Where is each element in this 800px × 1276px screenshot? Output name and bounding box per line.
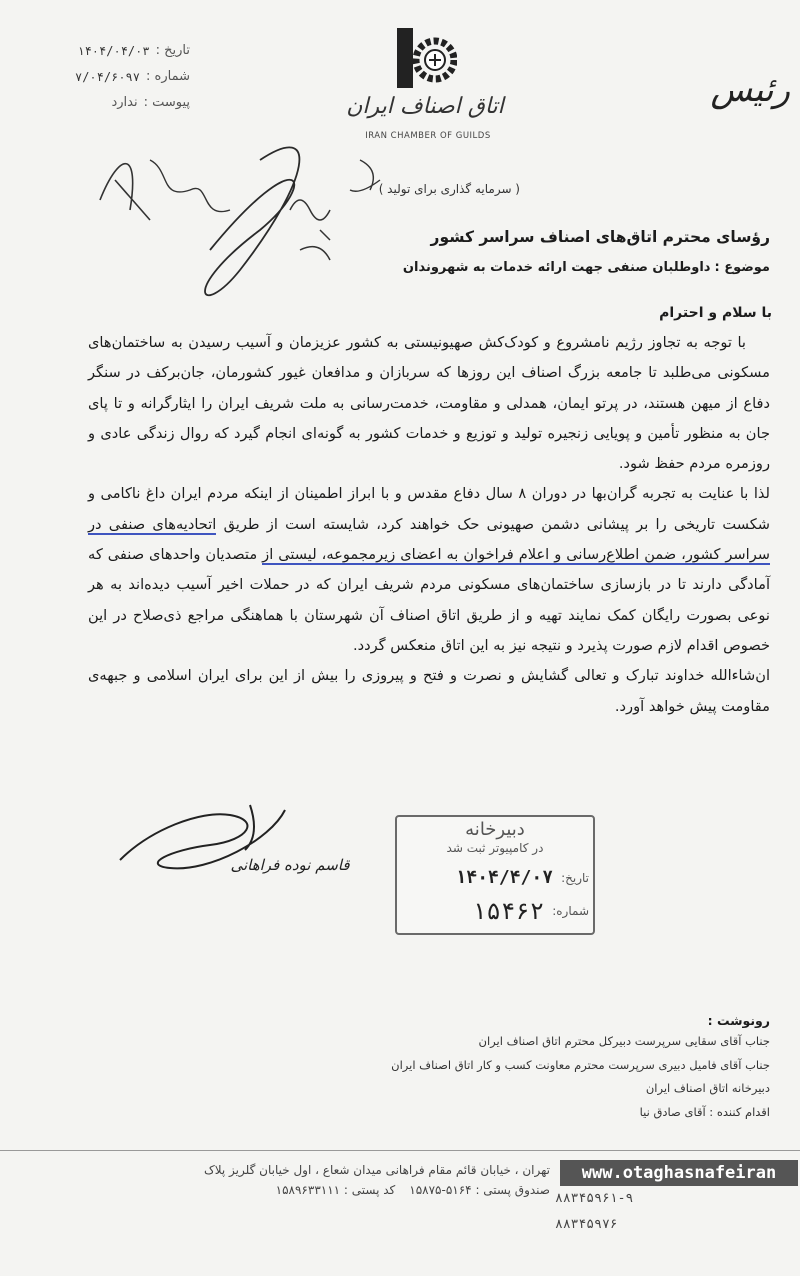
chairman-handwritten-note: رئیس bbox=[710, 70, 790, 110]
website-link[interactable]: www.otaghasnafeiran bbox=[560, 1160, 798, 1186]
phone-2: ۸۸۳۴۵۹۷۶ bbox=[555, 1217, 618, 1232]
org-name-en: IRAN CHAMBER OF GUILDS bbox=[365, 131, 491, 141]
recipient: رؤسای محترم اتاق‌های اصناف سراسر کشور bbox=[430, 228, 770, 246]
stamp-date-value: ۱۴۰۴/۴/۰۷ bbox=[455, 867, 554, 888]
address-codes bbox=[0, 1180, 550, 1200]
body-paragraph-2-end: متصدیان واحدهای صنفی که آمادگی دارند تا در بازسازی ساختمان‌های مسکونی مردم شریف ایران که در حملات اخیر آسیب دیده‌اند به هر نوعی بصورت رایگان کمک نمایند تهیه و از طریق اتاق اصناف آن شهرستان با هماهنگی مراجع ذی‌صلاح در این خصوص اقدام لازم صورت پذیرد و نتیجه نیز به این اتاق منعکس گردد. bbox=[88, 546, 770, 654]
subject-line bbox=[180, 260, 770, 275]
cc-list bbox=[200, 1030, 770, 1124]
body-paragraph-2 bbox=[88, 479, 770, 661]
greeting: با سلام و احترام bbox=[659, 305, 772, 321]
cc-item: اقدام کننده : آقای صادق نیا bbox=[639, 1104, 770, 1119]
secretariat-stamp bbox=[395, 815, 595, 935]
stamp-subtitle: در کامپیوتر ثبت شد bbox=[446, 841, 544, 855]
body-paragraph-1: با توجه به تجاوز رژیم نامشروع و کودک‌کش صهیونیستی به کشور عزیزمان و آسیب رسیدن به ساختمان‌های مسکونی می‌طلبد تا جامعه بزرگ اصناف این روزها که سربازان و مدافعان غیور کشورمان، جان‌برکف در سنگر دفاع از میهن هستند، در پرتو ایمان، همدلی و مقاومت، خدمت‌رسانی به ملت شریف ایران را ایثارگرانه و تا پای جان به منظور تأمین و پویایی زنجیره تولید و توزیع و خدمات کشور به گونه‌ای انجام گیرد که روال زندگی عادی و روزمره مردم حفظ شود. bbox=[88, 334, 770, 473]
stamp-number-label: شماره: bbox=[552, 904, 589, 918]
subject-text: داوطلبان صنفی جهت ارائه خدمات به شهروندان bbox=[402, 260, 711, 275]
cc-label: رونوشت : bbox=[707, 1013, 770, 1028]
footer-divider bbox=[0, 1150, 800, 1151]
attachment-label: پیوست : bbox=[143, 95, 190, 110]
cc-item: جناب آقای سقایی سرپرست دبیرکل محترم اتاق اصناف ایران bbox=[478, 1034, 770, 1048]
chamber-logo-icon bbox=[395, 22, 457, 94]
stamp-title: دبیرخانه bbox=[465, 819, 525, 840]
reference-block bbox=[30, 38, 190, 116]
attachment-value: ندارد bbox=[111, 95, 138, 110]
subject-label: موضوع : bbox=[714, 260, 770, 275]
phone-1: ۸۸۳۴۵۹۶۱-۹ bbox=[555, 1191, 634, 1206]
address-line: تهران ، خیابان قائم مقام فراهانی میدان شعاع ، اول خیابان گلریز پلاک bbox=[204, 1163, 550, 1177]
postal-code: کد پستی : ۱۵۸۹۶۳۳۱۱۱ bbox=[275, 1183, 396, 1197]
stamp-number-value: ۱۵۴۶۲ bbox=[471, 897, 545, 925]
po-box: صندوق پستی : ۵۱۶۴-۱۵۸۷۵ bbox=[409, 1183, 550, 1197]
signer-name: قاسم نوده فراهانی bbox=[230, 856, 350, 874]
cc-item: دبیرخانه اتاق اصناف ایران bbox=[645, 1081, 770, 1095]
cc-item: جناب آقای فامیل دبیری سرپرست محترم معاونت کسب و کار اتاق اصناف ایران bbox=[391, 1057, 770, 1072]
date-value: ۱۴۰۴/۰۴/۰۳ bbox=[77, 44, 150, 58]
org-name-fa: اتاق اصناف ایران bbox=[346, 94, 504, 119]
letter-body bbox=[88, 328, 770, 722]
number-value: ۷/۰۴/۶۰۹۷ bbox=[74, 70, 141, 84]
body-paragraph-3: ان‌شاءالله خداوند تبارک و تعالی گشایش و نصرت و فتح و پیروزی را بیش از این برای ایران اسلامی و جبهه‌ی مقاومت پیش خواهد آورد. bbox=[88, 667, 770, 715]
underlined-text: اتحادیه‌های صنفی در سراسر کشور، ضمن اطلاع‌رسانی و اعلام فراخوان به اعضای زیرمجموعه، لیستی از bbox=[88, 515, 770, 564]
footer-address bbox=[0, 1160, 550, 1200]
date-label: تاریخ : bbox=[155, 43, 190, 58]
handwritten-scribble bbox=[60, 120, 440, 320]
stamp-date-label: تاریخ: bbox=[561, 870, 589, 885]
slogan: ( سرمایه گذاری برای تولید ) bbox=[378, 182, 520, 196]
body-paragraph-2-start: لذا با عنایت به تجربه گران‌بها در دوران ۸ سال دفاع مقدس و با ابراز اطمینان از اینکه مردم ایران داغ ناکامی و شکست تاریخی را بر پیشانی دشمن صهیونی حک خواهند کرد، شایسته است از طریق bbox=[88, 485, 770, 533]
footer-phones bbox=[555, 1186, 645, 1238]
number-label: شماره : bbox=[146, 69, 190, 84]
stamp-number-row bbox=[403, 897, 589, 925]
stamp-date-row bbox=[403, 867, 589, 888]
